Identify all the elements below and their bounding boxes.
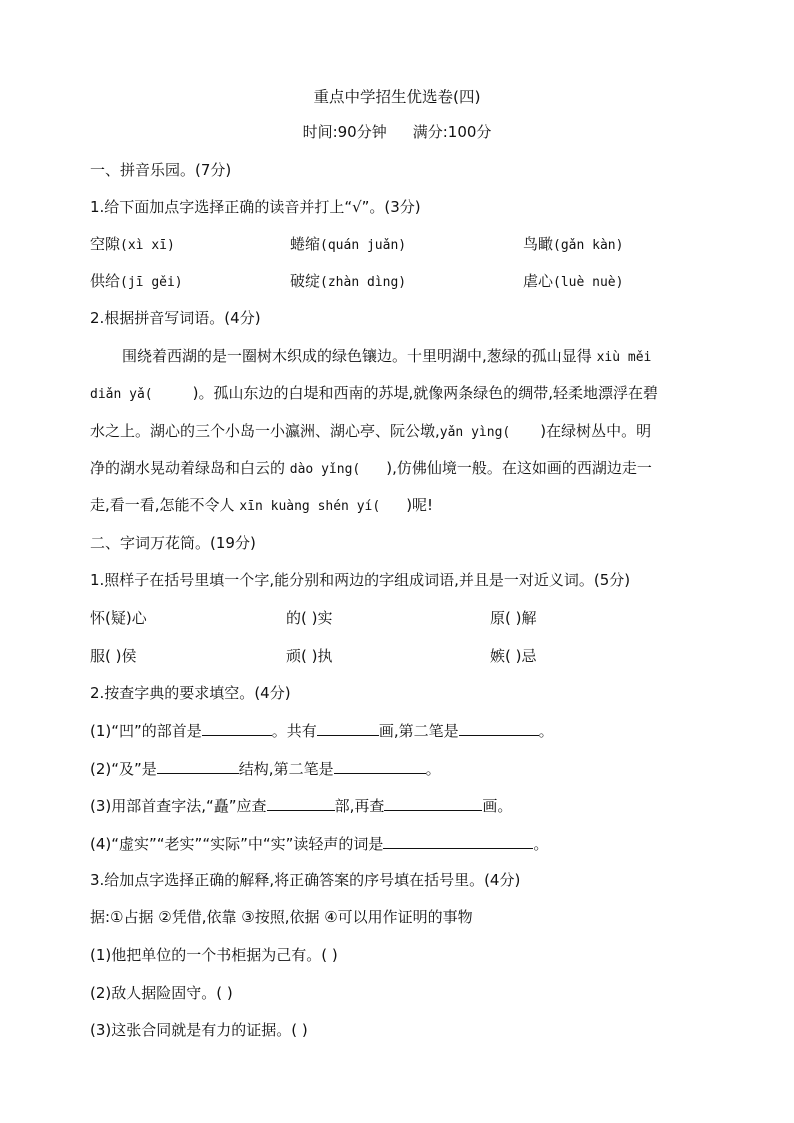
question-2-1-prompt: 1.照样子在括号里填一个字,能分别和两边的字组成词语,并且是一对近义词。(5分)	[90, 571, 631, 589]
page-title: 重点中学招生优选卷(四)	[313, 88, 481, 106]
question-2-2-prompt: 2.按查字典的要求填空。(4分)	[90, 684, 291, 702]
definition-question-2[interactable]: (2)敌人据险固守。( )	[90, 984, 233, 1002]
synonym-item[interactable]: 嫉( )忌	[490, 647, 537, 665]
fill-blank[interactable]	[267, 795, 335, 811]
synonym-item[interactable]: 原( )解	[490, 609, 537, 627]
synonym-item: 怀(疑)心	[90, 609, 147, 627]
fill-blank[interactable]	[459, 720, 539, 736]
section-2-heading: 二、字词万花筒。(19分)	[90, 534, 256, 552]
pinyin-choice-row-1	[90, 234, 710, 254]
dictionary-item-4: (4)“虚实”“老实”“实际”中“实”读轻声的词是 。	[90, 835, 549, 853]
pinyin-choice-item[interactable]: 鸟瞰(gǎn kàn)	[523, 235, 624, 253]
dictionary-item-2: (2)“及”是 结构,第二笔是 。	[90, 760, 441, 778]
section-1-heading: 一、拼音乐园。(7分)	[90, 161, 232, 179]
fill-blank[interactable]	[202, 720, 272, 736]
synonym-row-2	[90, 646, 710, 666]
definition-list: 据:①占据 ②凭借,依靠 ③按照,依据 ④可以用作证明的事物	[90, 908, 473, 926]
pinyin-choice-item[interactable]: 破绽(zhàn dìng)	[290, 272, 407, 290]
passage-line-4: 净的湖水晃动着绿岛和白云的 dào yǐng( ),仿佛仙境一般。在这如画的西湖边走一	[90, 459, 652, 477]
fill-blank[interactable]	[157, 758, 239, 774]
question-1-1-prompt: 1.给下面加点字选择正确的读音并打上“√”。(3分)	[90, 198, 421, 216]
pinyin-choice-item[interactable]: 供给(jī gěi)	[90, 272, 183, 290]
pinyin-choice-row-2	[90, 271, 710, 291]
fill-blank[interactable]	[384, 795, 482, 811]
synonym-item[interactable]: 服( )侯	[90, 647, 137, 665]
passage-line-3: 水之上。湖心的三个小岛一小瀛洲、湖心亭、阮公墩,yǎn yìng( )在绿树丛中。明	[90, 422, 652, 440]
pinyin-choice-item[interactable]: 蜷缩(quán juǎn)	[290, 235, 407, 253]
synonym-item[interactable]: 的( )实	[286, 609, 333, 627]
question-1-2-prompt: 2.根据拼音写词语。(4分)	[90, 309, 261, 327]
fill-blank[interactable]	[383, 833, 533, 849]
dictionary-item-1: (1)“凹”的部首是 。共有 画,第二笔是 。	[90, 722, 554, 740]
exam-info	[0, 122, 794, 142]
full-score: 满分:100分	[412, 123, 492, 141]
synonym-row-1	[90, 608, 710, 628]
definition-question-1[interactable]: (1)他把单位的一个书柜据为己有。( )	[90, 946, 338, 964]
definition-question-3[interactable]: (3)这张合同就是有力的证据。( )	[90, 1021, 308, 1039]
passage-line-1: 围绕着西湖的是一圈树木织成的绿色镶边。十里明湖中,葱绿的孤山显得 xiù měi	[122, 347, 652, 365]
question-2-3-prompt: 3.给加点字选择正确的解释,将正确答案的序号填在括号里。(4分)	[90, 871, 521, 889]
fill-blank[interactable]	[317, 720, 379, 736]
pinyin-choice-item[interactable]: 虐心(luè nuè)	[523, 272, 624, 290]
time-limit: 时间:90分钟	[302, 123, 387, 141]
synonym-item[interactable]: 顽( )执	[286, 647, 333, 665]
dictionary-item-3: (3)用部首查字法,“矗”应查 部,再查 画。	[90, 797, 513, 815]
fill-blank[interactable]	[334, 758, 426, 774]
passage-line-5: 走,看一看,怎能不令人 xīn kuàng shén yí( )呢!	[90, 496, 434, 514]
passage-line-2: diǎn yǎ( )。孤山东边的白堤和西南的苏堤,就像两条绿色的绸带,轻柔地漂浮在碧	[90, 384, 659, 402]
pinyin-choice-item[interactable]: 空隙(xì xī)	[90, 235, 175, 253]
